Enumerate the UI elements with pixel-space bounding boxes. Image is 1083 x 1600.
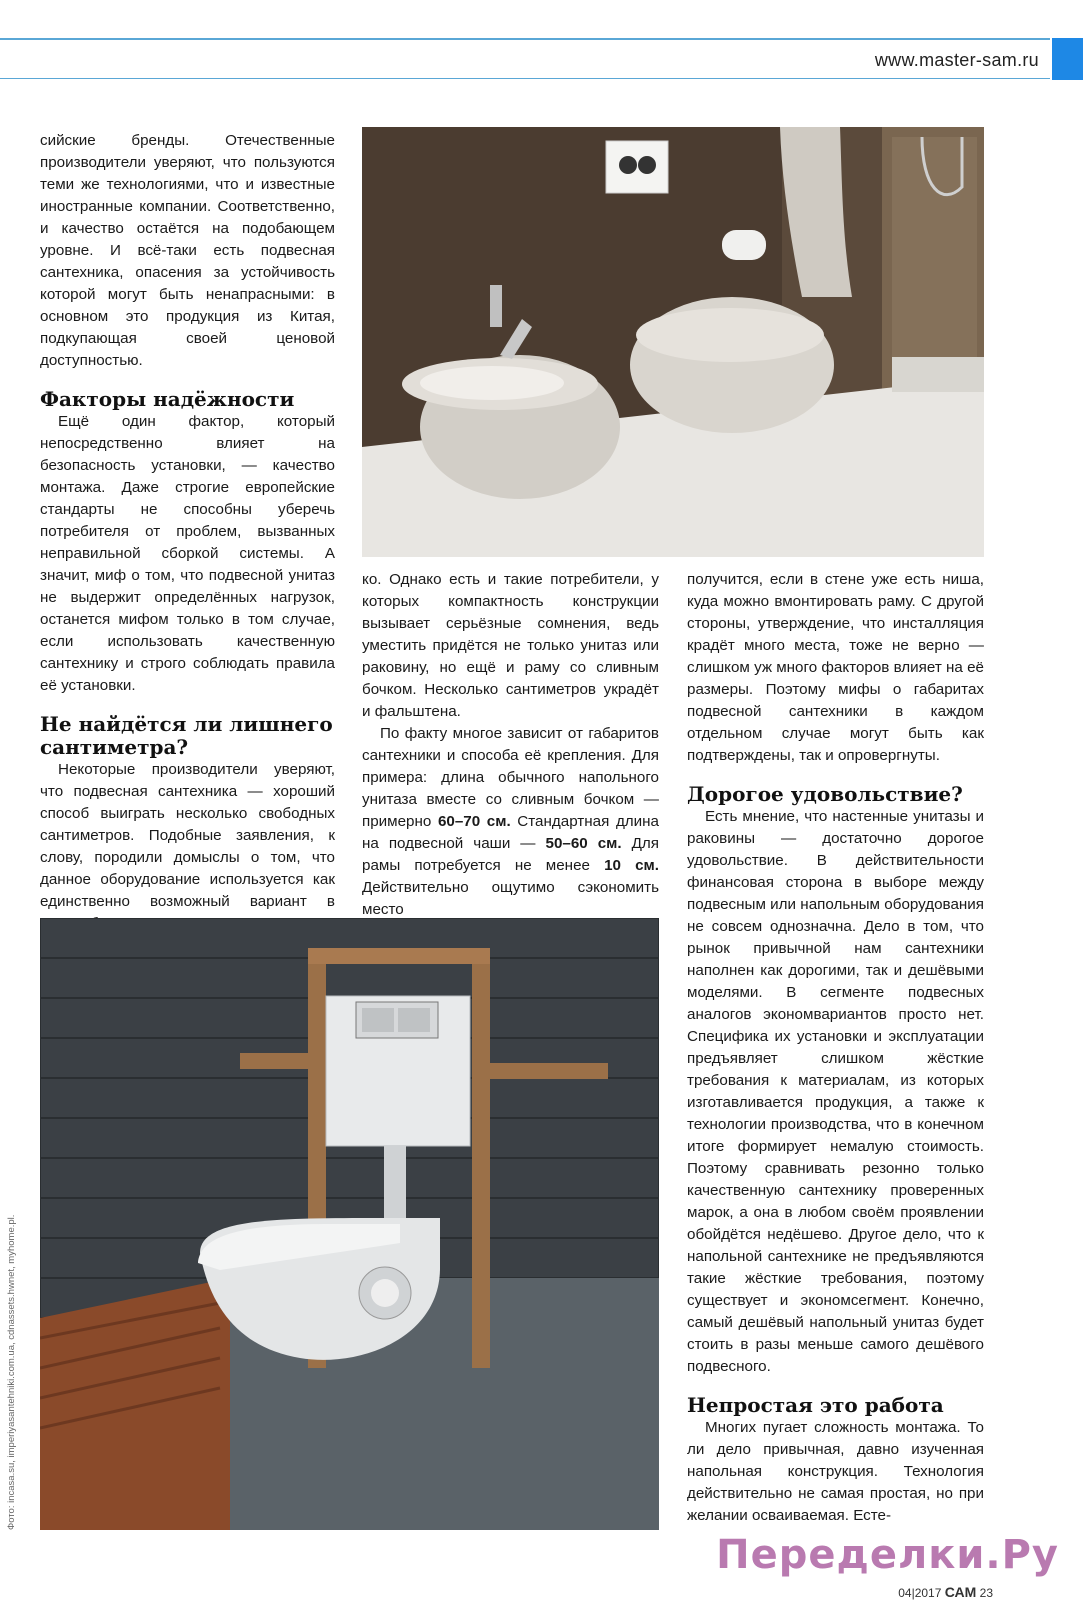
magazine-name: САМ [944, 1584, 977, 1600]
header-accent-tab [1052, 38, 1083, 80]
floor-toilet-length: 60–70 см. [437, 813, 511, 830]
col2-para-2-text-d: Действительно ощутимо сэкономить место [362, 879, 659, 918]
col1-para-3: Некоторые производители уверяют, что подвесная сантехника — хороший способ выиграть несколько свободных сантиметров. Подобные заявления, к слову, породили домыслы о том, что данное оборудование используется как единственно возможный вариант в [40, 761, 335, 910]
column-1 [40, 130, 335, 935]
heading-expensive-pleasure: Дорогое удовольствие? [687, 782, 963, 806]
col2-para-2-text-b: Стандартная длина на подвесной чаши — [362, 813, 659, 852]
col2-para-1: ко. Однако есть и такие потребители, у которых компактность конструкции вызывает серьёзные сомнения, ведь уместить придётся не только унитаз или раковину, но ещё и раму со сливным бочком. Несколько сантиметров украдёт и фальштена. [362, 571, 659, 720]
col3-para-1: получится, если в стене уже есть ниша, куда можно вмонтировать раму. С другой стороны, утверждение, что инсталляция крадёт много места, тоже не верно — слишком уж много факторов влияет на её размеры. Поэтому мифы о габаритах подвесной сантехники в каждом отдельном случае могут быть как подтверждены, так и опровергнуты. [687, 571, 984, 764]
heading-reliability: Факторы надёжности [40, 387, 295, 411]
header-rule [0, 38, 1050, 40]
issue-number: 04|2017 [898, 1586, 942, 1600]
wall-bowl-length: 50–60 см. [545, 835, 622, 852]
photo-installation-frame [40, 918, 659, 1530]
col1-para-1: сийские бренды. Отечественные производители уверяют, что пользуются теми же технологиями, что и известные иностранные компании. Соответственно, и качество остаётся на подобающем уровне. И всё-таки есть подвесная сантехника, опасения за устойчивость которой могут быть ненапрасными: в основном это продукция из Китая, подкупающая своей ценовой доступностью. [40, 132, 335, 369]
header-rule-bottom [0, 78, 1050, 79]
heading-extra-centimeter: Не найдётся ли лишнего сантиметра? [40, 712, 333, 759]
page-footer [898, 1584, 993, 1600]
col2-para-2 [362, 723, 659, 921]
col3-para-3: Многих пугает сложность монтажа. То ли дело привычная, давно изученная напольная конструкция. Технология действительно не самая простая, но при желании осваиваемая. Есте- [687, 1419, 984, 1524]
page-number: 23 [979, 1586, 993, 1600]
watermark: Переделки.Ру [716, 1532, 1059, 1578]
site-url: www.master-sam.ru [874, 50, 1039, 70]
col2-para-2-text-c: Для рамы потребуется не менее [362, 835, 660, 874]
col2-para-2-text-a: По факту многое зависит от габаритов сантехники и способа её крепления. Для примера: длина обычного напольного унитаза вместе со сливным бочком — примерно [362, 725, 659, 830]
photo-credit: Фото: incasa.su, imperiyasantehniki.com.ua, cdnassets.hwnet, myhome.pl. [6, 1214, 17, 1530]
photo-wall-hung-bidet-toilet [362, 127, 984, 557]
col1-para-2: Ещё один фактор, который непосредственно влияет на безопасность установки, — качество монтажа. Даже строгие европейские стандарты не способны уберечь потребителя от проблем, вызванных неправильной сборкой системы. А значит, миф о том, что подвесной унитаз не выдержит определённых нагрузок, останется мифом только в том случае, если использовать качественную сантехнику и строго соблюдать правила её установки. [40, 413, 335, 694]
column-2 [362, 569, 659, 921]
col3-para-2: Есть мнение, что настенные унитазы и раковины — достаточно дорогое удовольствие. В действительности финансовая сторона в выборе между подвесным или напольным оборудования не совсем однозначна. Дело в том, что рынок привычной нам сантехники наполнен как дорогими, так и дешёвыми моделями. В сегменте подвесных аналогов экономвариантов просто нет. Специфика их установки и эксплуатации предъявляет слишком жёсткие требования к материалам, из которых изготавливается продукция, а также к технологии производства, что в конечном итоге формирует немалую стоимость. Поэтому сравнивать резонно только качественную сантехнику проверенных марок, а она в любом своём проявлении обойдётся недёшево. Другое дело, что к напольной сантехнике не предъявляются такие жёсткие требования, поэтому существует и экономсегмент. Конечно, самый дешёвый напольный унитаз будет стоить в разы меньше самого дешёвого подвесного. [687, 808, 984, 1375]
column-3 [687, 569, 984, 1527]
frame-min-depth: 10 см. [604, 857, 660, 874]
heading-hard-work: Непростая это работа [687, 1393, 944, 1417]
